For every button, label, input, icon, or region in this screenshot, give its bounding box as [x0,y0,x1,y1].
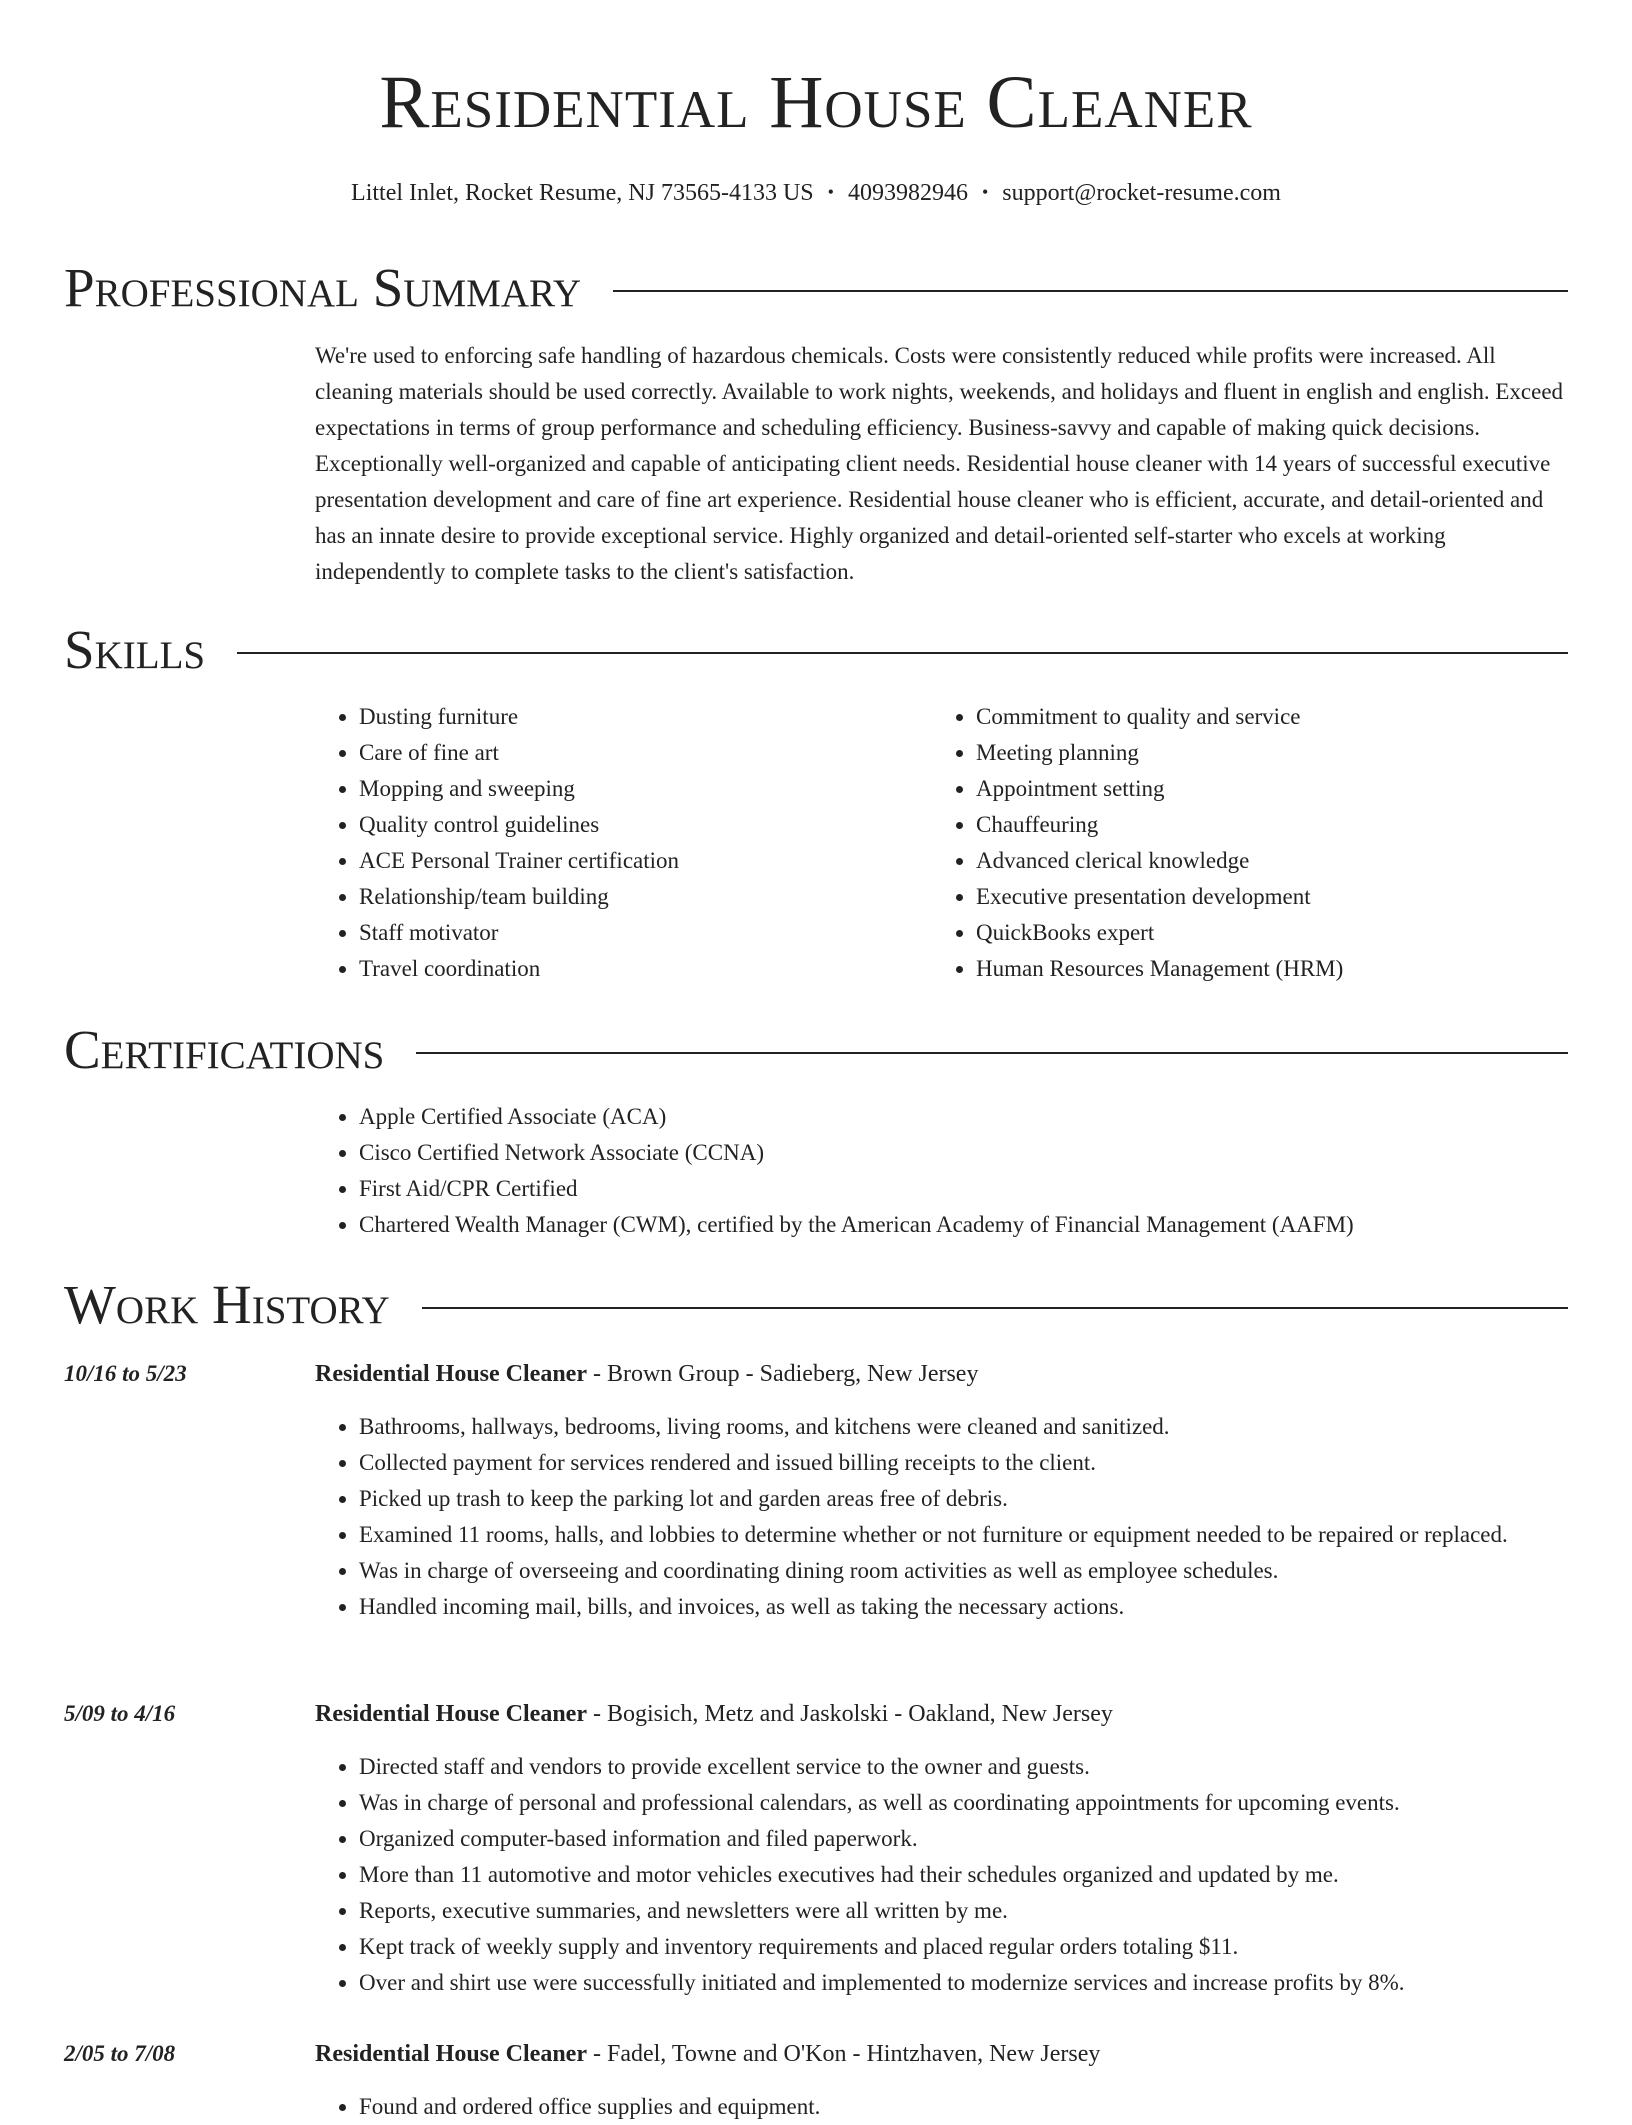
section-divider [237,652,1568,654]
certification-item: • Cisco Certified Network Associate (CCNA) [359,1135,1612,1171]
job-bullet: • Collected payment for services rendered and issued billing receipts to the client. [359,1445,1612,1481]
job-bullet: • Reports, executive summaries, and newsletters were all written by me. [359,1893,1612,1929]
job-bullet: • Was in charge of personal and professional calendars, as well as coordinating appointments for upcoming events. [359,1785,1612,1821]
contact-separator: • [827,182,834,202]
skill-item: • Executive presentation development [976,879,1612,915]
skills-list-left [315,699,929,987]
job-bullet: • Was in charge of overseeing and coordinating dining room activities as well as employee schedules. [359,1553,1612,1589]
certification-item: • First Aid/CPR Certified [359,1171,1612,1207]
summary-text: We're used to enforcing safe handling of hazardous chemicals. Costs were consistently reduced while profits were increased. All cleaning materials should be used correctly. Available to work nights, weekends, and holidays and fluent in english and english. Exceed expectations in terms of group performance and scheduling efficiency. Business-savvy and capable of making quick decisions. Exceptionally well-organized and capable of anticipating client needs. Residential house cleaner with 14 years of successful executive presentation development and care of fine art experience. Residential house cleaner who is efficient, accurate, and detail-oriented and has an innate desire to provide exceptional service. Highly organized and detail-oriented self-starter who excels at working independently to complete tasks to the client's satisfaction. [315,343,1564,584]
job-bullets [315,2089,1612,2125]
certifications-list [315,1099,1612,1243]
certifications-section-title: Certifications [64,1019,385,1080]
work-history-section-title: Work History [64,1274,390,1335]
certification-item: • Apple Certified Associate (ACA) [359,1099,1612,1135]
certifications-section-header [64,1018,1568,1082]
job-bullets [315,1749,1612,2001]
skill-item: • ACE Personal Trainer certification [359,843,929,879]
job-bullet: • Examined 11 rooms, halls, and lobbies to determine whether or not furniture or equipment needed to be repaired or replaced. [359,1517,1612,1553]
job-heading [315,2036,1568,2072]
job-employer: - Brown Group - Sadieberg, New Jersey [586,1361,979,1387]
summary-section-header [64,256,1568,320]
job-title: Residential House Cleaner [315,2041,587,2067]
skill-item: • Chauffeuring [976,807,1612,843]
job-bullet: • More than 11 automotive and motor vehicles executives had their schedules organized and updated by me. [359,1857,1612,1893]
certification-item: • Chartered Wealth Manager (CWM), certified by the American Academy of Financial Management (AAFM) [359,1207,1612,1243]
skill-item: • Dusting furniture [359,699,929,735]
job-employer: - Bogisich, Metz and Jaskolski - Oakland, New Jersey [586,1701,1113,1727]
skills-list-right [932,699,1612,987]
section-divider [416,1052,1568,1054]
section-divider [422,1307,1568,1309]
job-title: Residential House Cleaner [315,1361,587,1387]
contact-phone: 4093982946 [847,180,968,206]
skill-item: • Meeting planning [976,735,1612,771]
skills-section-title: Skills [64,619,206,680]
job-bullet: • Over and shirt use were successfully initiated and implemented to modernize services and increase profits by 8%. [359,1965,1612,2001]
job-bullet: • Handled incoming mail, bills, and invoices, as well as taking the necessary actions. [359,1589,1612,1625]
skills-section-header [64,618,1568,682]
job-bullets [315,1409,1612,1625]
skill-item: • Staff motivator [359,915,929,951]
skill-item: • Human Resources Management (HRM) [976,951,1612,987]
summary-section-title: Professional Summary [64,257,582,318]
job-bullet: • Directed staff and vendors to provide excellent service to the owner and guests. [359,1749,1612,1785]
contact-line [0,176,1632,209]
skill-item: • Travel coordination [359,951,929,987]
skill-item: • Appointment setting [976,771,1612,807]
job-bullet: • Picked up trash to keep the parking lot and garden areas free of debris. [359,1481,1612,1517]
job-dates: 10/16 to 5/23 [64,1361,187,1386]
section-divider [613,290,1568,292]
job-bullet: • Kept track of weekly supply and inventory requirements and placed regular orders totaling $11. [359,1929,1612,1965]
skill-item: • Commitment to quality and service [976,699,1612,735]
job-heading [315,1356,1568,1392]
job-employer: - Fadel, Towne and O'Kon - Hintzhaven, New Jersey [586,2041,1101,2067]
skill-item: • Relationship/team building [359,879,929,915]
contact-separator: • [981,182,989,202]
skill-item: • Quality control guidelines [359,807,929,843]
work-history-section-header [64,1273,1568,1337]
skill-item: • Care of fine art [359,735,929,771]
contact-email: support@rocket-resume.com [1002,180,1281,206]
skill-item: • Mopping and sweeping [359,771,929,807]
contact-address: Littel Inlet, Rocket Resume, NJ 73565-4133 US [351,180,814,206]
job-bullet: • Organized computer-based information and filed paperwork. [359,1821,1612,1857]
job-title: Residential House Cleaner [315,1701,587,1727]
job-dates: 2/05 to 7/08 [64,2041,176,2066]
job-bullet: • Found and ordered office supplies and equipment. [359,2089,1612,2125]
job-bullet: • Bathrooms, hallways, bedrooms, living rooms, and kitchens were cleaned and sanitized. [359,1409,1612,1445]
resume-name: Residential House Cleaner [379,61,1253,144]
job-dates: 5/09 to 4/16 [64,1701,176,1726]
job-heading [315,1696,1568,1732]
skill-item: • QuickBooks expert [976,915,1612,951]
skill-item: • Advanced clerical knowledge [976,843,1612,879]
